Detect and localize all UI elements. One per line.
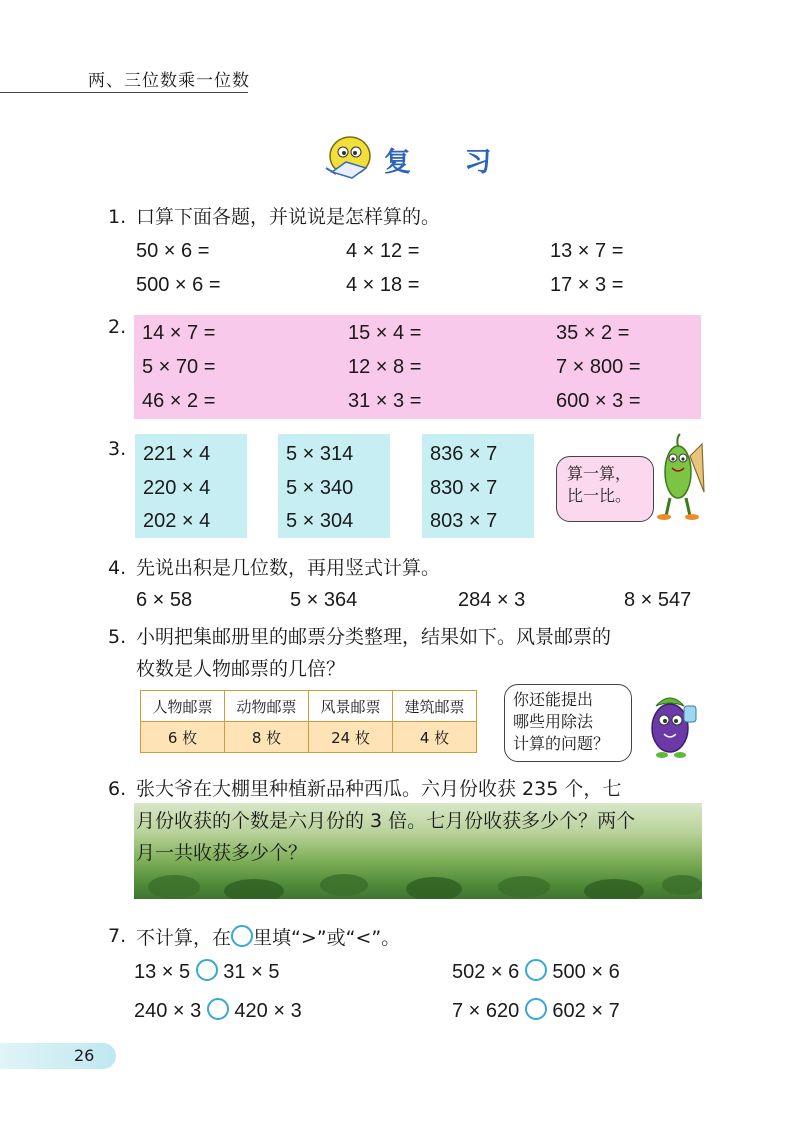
q7-left-expr: 240 × 3 (134, 1000, 202, 1022)
q3-item: 803 × 7 (430, 510, 498, 532)
q6-text-line3: 月一共收获多少个？ (136, 842, 308, 864)
q7-right-expr: 31 × 5 (223, 961, 280, 983)
q2-item: 35 × 2 = (556, 322, 630, 344)
q3-item: 202 × 4 (143, 510, 211, 532)
q4-item: 8 × 547 (624, 589, 692, 611)
q7-left-expr: 13 × 5 (134, 961, 191, 983)
q6-text-line2: 月份收获的个数是六月份的 3 倍。七月份收获多少个？两个 (136, 810, 636, 832)
q2-item: 5 × 70 = (142, 356, 216, 378)
q7-number: 7. (108, 925, 127, 947)
q3-speech-bubble (556, 456, 654, 522)
q1-text: 口算下面各题，并说说是怎样算的。 (136, 206, 441, 228)
blank-circle-icon (231, 925, 253, 947)
table-header-cell: 风景邮票 (309, 691, 393, 722)
table-header-cell: 建筑邮票 (393, 691, 477, 722)
q2-number: 2. (108, 316, 127, 338)
answer-circle[interactable] (525, 998, 547, 1020)
q1-item: 4 × 12 = (346, 240, 420, 262)
q3-number: 3. (108, 438, 127, 460)
q7-left-expr: 502 × 6 (452, 961, 520, 983)
q4-text: 先说出积是几位数，再用竖式计算。 (136, 557, 441, 579)
q7-left-expr: 7 × 620 (452, 1000, 520, 1022)
q6-number: 6. (108, 778, 127, 800)
q2-item: 12 × 8 = (348, 356, 422, 378)
q1-item: 17 × 3 = (550, 274, 624, 296)
table-value-cell: 24 枚 (309, 722, 393, 753)
bubble-line: 比一比。 (567, 486, 632, 505)
q2-item: 46 × 2 = (142, 390, 216, 412)
page-number: 26 (74, 1046, 95, 1065)
q4-number: 4. (108, 557, 127, 579)
answer-circle[interactable] (196, 959, 218, 981)
q3-item: 5 × 314 (286, 443, 354, 465)
answer-circle[interactable] (525, 959, 547, 981)
table-header-cell: 动物邮票 (225, 691, 309, 722)
q2-item: 600 × 3 = (556, 390, 641, 412)
q4-item: 284 × 3 (458, 589, 526, 611)
q3-item: 5 × 304 (286, 510, 354, 532)
bubble-line: 哪些用除法 (513, 712, 594, 731)
q3-item: 220 × 4 (143, 477, 211, 499)
q5-text-line2: 枚数是人物邮票的几倍？ (136, 658, 346, 680)
q7-right-expr: 602 × 7 (552, 1000, 620, 1022)
q3-item: 5 × 340 (286, 477, 354, 499)
bubble-line: 计算的问题？ (513, 734, 610, 753)
q5-text-line1: 小明把集邮册里的邮票分类整理，结果如下。风景邮票的 (136, 626, 612, 648)
table-value-cell: 6 枚 (141, 722, 225, 753)
q2-item: 15 × 4 = (348, 322, 422, 344)
q7-right-expr: 500 × 6 (552, 961, 620, 983)
q5-number: 5. (108, 626, 127, 648)
answer-circle[interactable] (207, 998, 229, 1020)
pea-mascot-icon (650, 432, 708, 522)
q5-speech-bubble (504, 684, 632, 762)
q7-compare-row (134, 959, 279, 984)
q7-text (136, 925, 400, 949)
chapter-header: 两、三位数乘一位数 (88, 71, 250, 91)
header-rule (0, 92, 248, 93)
q6-text-line1: 张大爷在大棚里种植新品种西瓜。六月份收获 235 个，七 (136, 778, 622, 800)
q7-compare-row (134, 998, 302, 1023)
q2-item: 31 × 3 = (348, 390, 422, 412)
q4-item: 5 × 364 (290, 589, 358, 611)
q7-compare-row (452, 959, 620, 984)
q3-item: 836 × 7 (430, 443, 498, 465)
q3-item: 830 × 7 (430, 477, 498, 499)
q1-number: 1. (108, 206, 127, 228)
q7-right-expr: 420 × 3 (234, 1000, 302, 1022)
table-header-cell: 人物邮票 (141, 691, 225, 722)
bubble-line: 算一算， (567, 464, 632, 483)
q7-compare-row (452, 998, 620, 1023)
q1-item: 50 × 6 = (136, 240, 210, 262)
q7-text-a: 不计算，在 (136, 927, 232, 949)
q1-item: 500 × 6 = (136, 274, 221, 296)
q3-item: 221 × 4 (143, 443, 211, 465)
table-value-cell: 4 枚 (393, 722, 477, 753)
q1-item: 13 × 7 = (550, 240, 624, 262)
eggplant-mascot-icon (640, 682, 704, 762)
stamp-table (140, 690, 477, 753)
q2-item: 14 × 7 = (142, 322, 216, 344)
mascot-reading-icon (322, 128, 380, 180)
q4-item: 6 × 58 (136, 589, 193, 611)
q2-item: 7 × 800 = (556, 356, 641, 378)
page-title: 复 习 (384, 147, 514, 178)
q1-item: 4 × 18 = (346, 274, 420, 296)
bubble-line: 你还能提出 (513, 690, 594, 709)
page-number-tab (0, 1043, 116, 1069)
q7-text-b: 里填“>”或“<”。 (253, 927, 401, 949)
table-value-cell: 8 枚 (225, 722, 309, 753)
